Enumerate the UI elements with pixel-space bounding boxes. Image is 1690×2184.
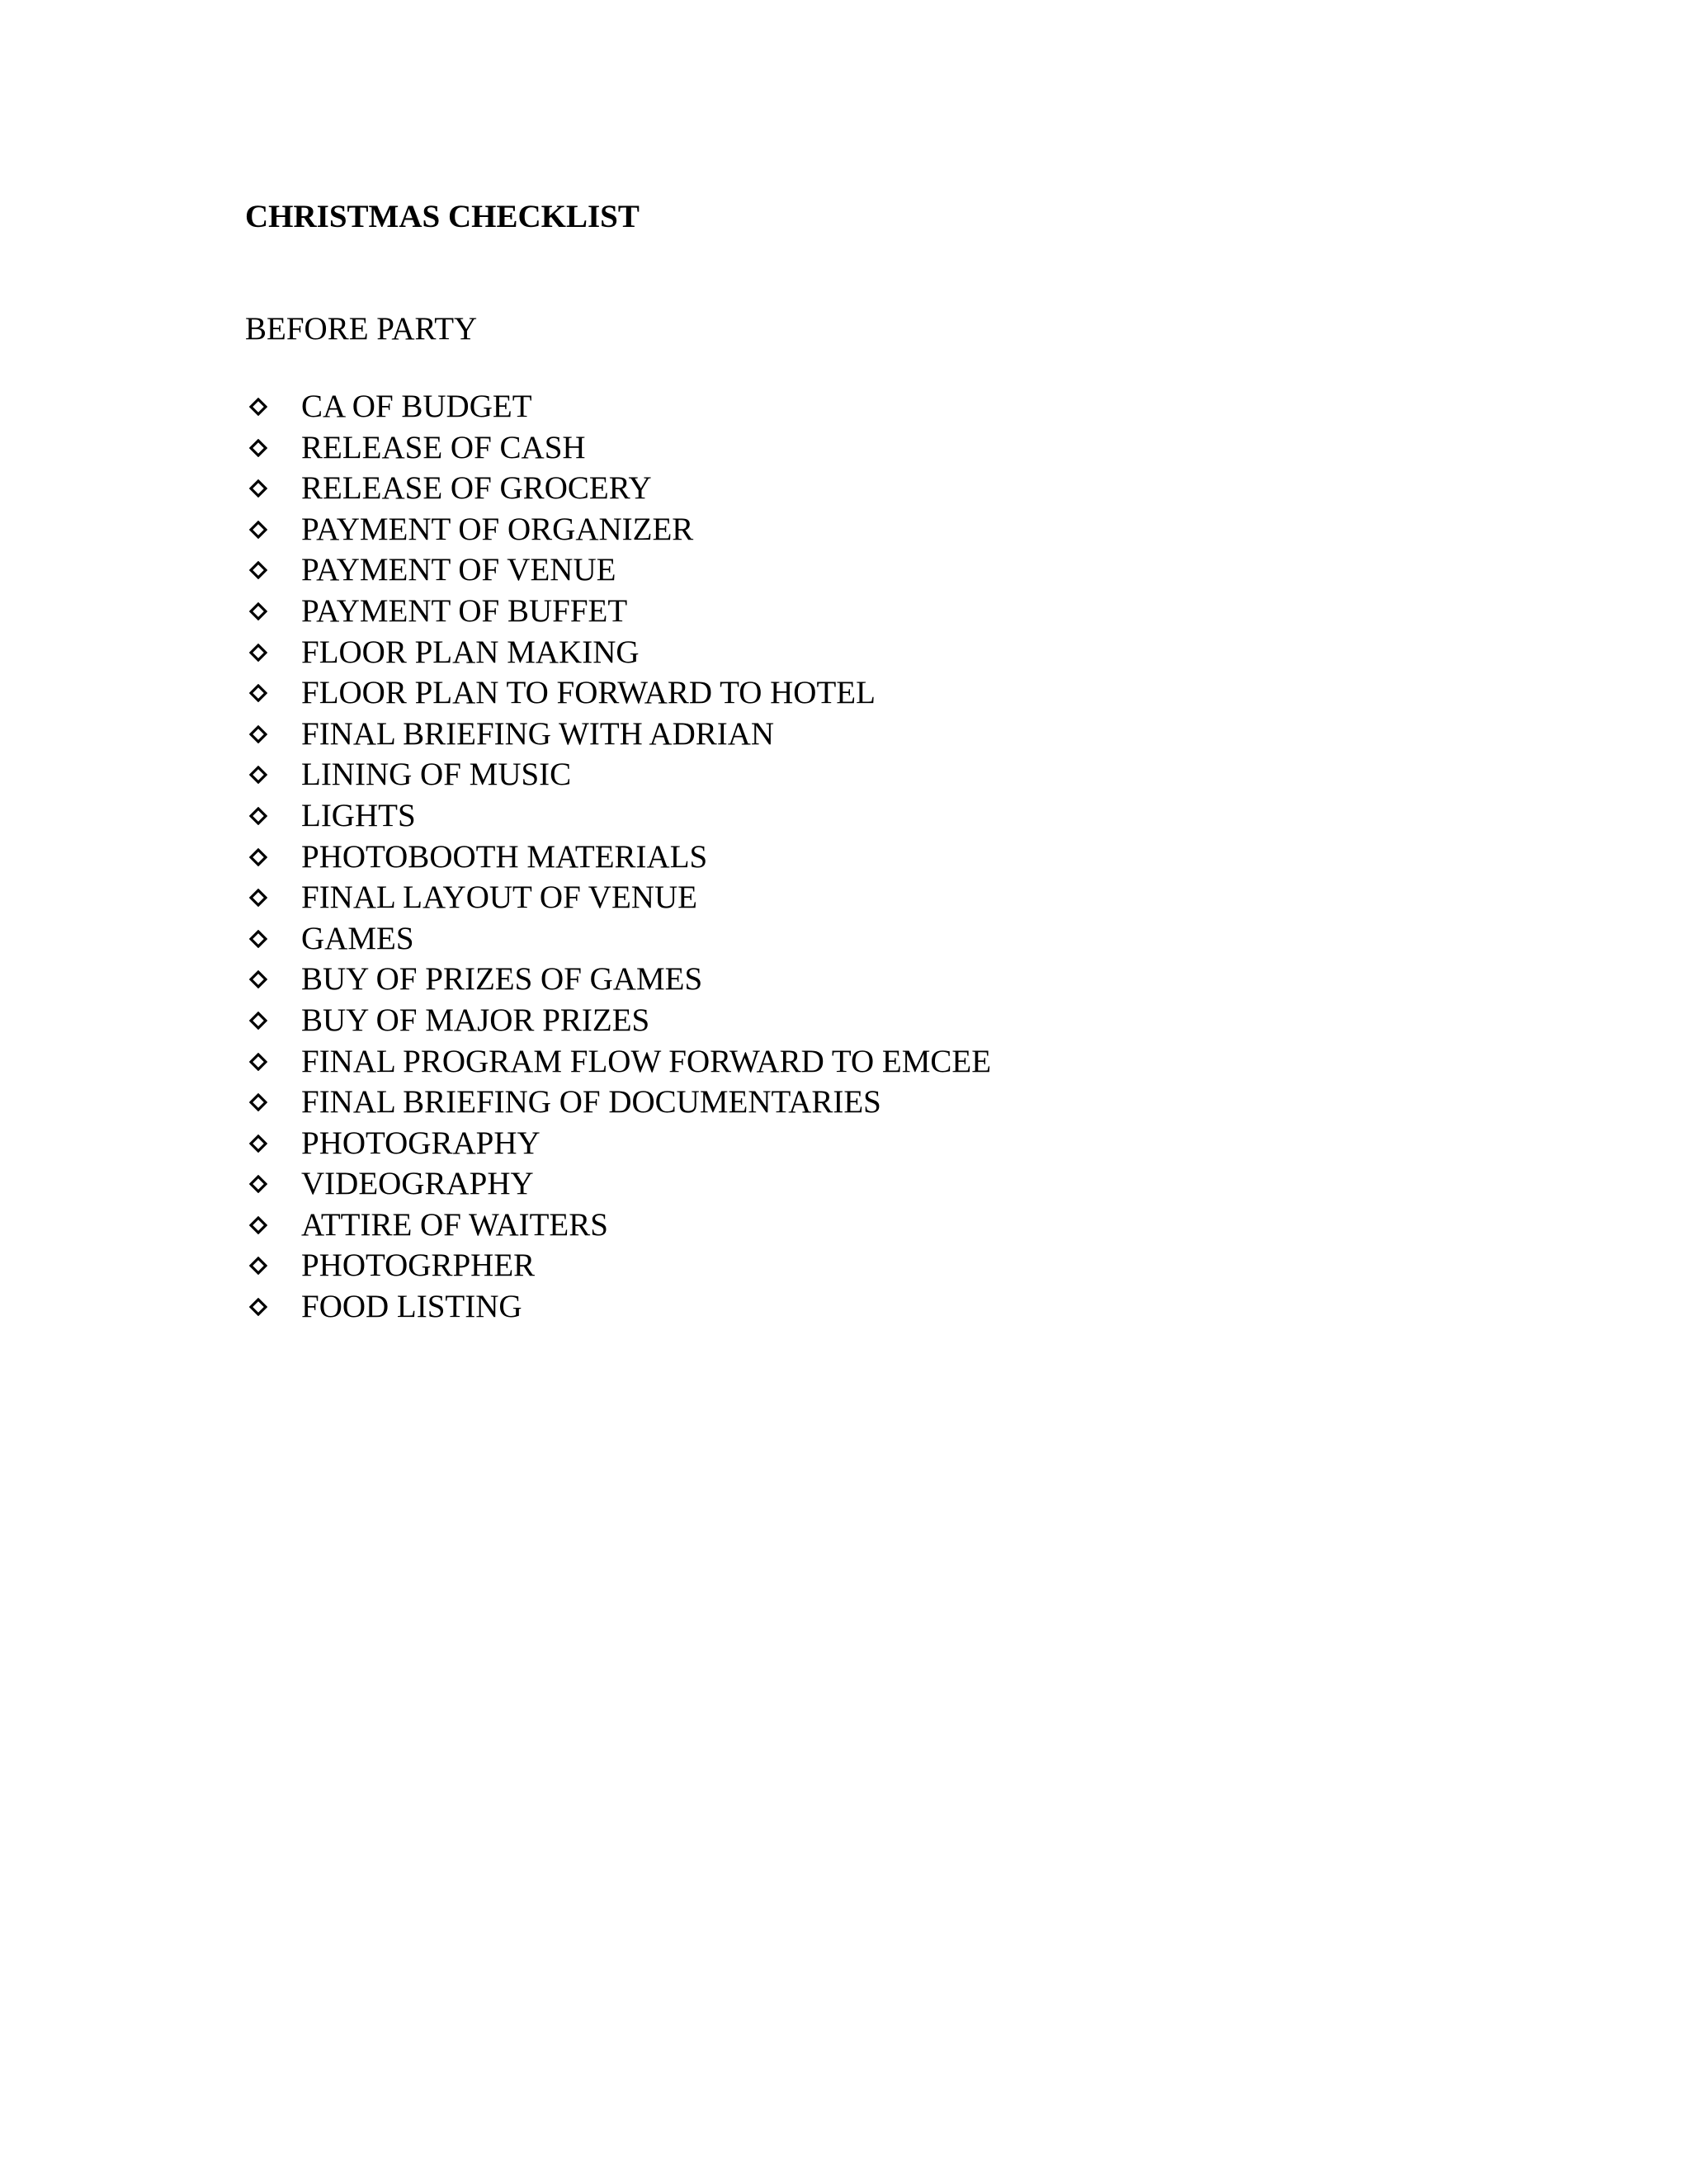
- diamond-outline-icon: [245, 837, 301, 878]
- checklist-item: [245, 1205, 991, 1246]
- checklist-item: [245, 918, 991, 960]
- checklist-item-label: FINAL PROGRAM FLOW FORWARD TO EMCEE: [301, 1043, 992, 1079]
- diamond-outline-icon: [245, 1123, 301, 1164]
- checklist-item-label: FINAL BRIEFING WITH ADRIAN: [301, 715, 775, 752]
- checklist-item-label: PAYMENT OF BUFFET: [301, 592, 628, 629]
- checklist-item: [245, 959, 991, 1000]
- checklist-item: [245, 1286, 991, 1328]
- diamond-outline-icon: [245, 386, 301, 427]
- diamond-outline-icon: [245, 509, 301, 550]
- document-title: CHRISTMAS CHECKLIST: [245, 199, 640, 234]
- checklist-item: [245, 1245, 991, 1286]
- checklist-item: [245, 386, 991, 427]
- checklist-item-label: LINING OF MUSIC: [301, 757, 572, 793]
- checklist-item: [245, 1000, 991, 1041]
- checklist-item-label: RELEASE OF GROCERY: [301, 470, 652, 507]
- checklist-item-label: ATTIRE OF WAITERS: [301, 1206, 608, 1243]
- checklist: [245, 386, 991, 1328]
- diamond-outline-icon: [245, 1163, 301, 1205]
- checklist-item: [245, 1163, 991, 1205]
- diamond-outline-icon: [245, 632, 301, 673]
- checklist-item: [245, 754, 991, 795]
- checklist-item-label: BUY OF PRIZES OF GAMES: [301, 961, 703, 998]
- diamond-outline-icon: [245, 427, 301, 469]
- diamond-outline-icon: [245, 754, 301, 795]
- checklist-item: [245, 672, 991, 714]
- checklist-item-label: PHOTOBOOTH MATERIALS: [301, 838, 708, 875]
- checklist-item: [245, 591, 991, 632]
- checklist-item-label: FLOOR PLAN MAKING: [301, 634, 640, 670]
- diamond-outline-icon: [245, 672, 301, 714]
- checklist-item: [245, 837, 991, 878]
- checklist-item-label: PHOTOGRAPHY: [301, 1125, 541, 1161]
- diamond-outline-icon: [245, 1041, 301, 1083]
- checklist-item: [245, 509, 991, 550]
- checklist-item: [245, 550, 991, 591]
- checklist-item: [245, 795, 991, 837]
- checklist-item-label: PAYMENT OF ORGANIZER: [301, 511, 694, 547]
- checklist-item-label: RELEASE OF CASH: [301, 429, 586, 465]
- diamond-outline-icon: [245, 1082, 301, 1123]
- checklist-item: [245, 714, 991, 755]
- checklist-item: [245, 632, 991, 673]
- checklist-item-label: FLOOR PLAN TO FORWARD TO HOTEL: [301, 675, 876, 711]
- checklist-item-label: VIDEOGRAPHY: [301, 1166, 534, 1202]
- checklist-item: [245, 427, 991, 469]
- diamond-outline-icon: [245, 1205, 301, 1246]
- checklist-item: [245, 877, 991, 918]
- checklist-item-label: PAYMENT OF VENUE: [301, 552, 616, 588]
- diamond-outline-icon: [245, 550, 301, 591]
- checklist-item: [245, 1123, 991, 1164]
- checklist-item-label: LIGHTS: [301, 797, 416, 833]
- checklist-item: [245, 1082, 991, 1123]
- diamond-outline-icon: [245, 959, 301, 1000]
- diamond-outline-icon: [245, 591, 301, 632]
- diamond-outline-icon: [245, 1245, 301, 1286]
- checklist-item-label: GAMES: [301, 920, 414, 956]
- diamond-outline-icon: [245, 1000, 301, 1041]
- checklist-item-label: FOOD LISTING: [301, 1289, 522, 1325]
- diamond-outline-icon: [245, 877, 301, 918]
- diamond-outline-icon: [245, 795, 301, 837]
- diamond-outline-icon: [245, 918, 301, 960]
- checklist-item-label: BUY OF MAJOR PRIZES: [301, 1002, 650, 1038]
- checklist-item-label: FINAL BRIEFING OF DOCUMENTARIES: [301, 1084, 881, 1120]
- diamond-outline-icon: [245, 714, 301, 755]
- section-heading: BEFORE PARTY: [245, 311, 478, 347]
- diamond-outline-icon: [245, 1286, 301, 1328]
- checklist-item-label: CA OF BUDGET: [301, 389, 532, 424]
- checklist-item-label: FINAL LAYOUT OF VENUE: [301, 880, 697, 916]
- checklist-item: [245, 468, 991, 509]
- checklist-item: [245, 1041, 991, 1083]
- diamond-outline-icon: [245, 468, 301, 509]
- checklist-item-label: PHOTOGRPHER: [301, 1248, 536, 1284]
